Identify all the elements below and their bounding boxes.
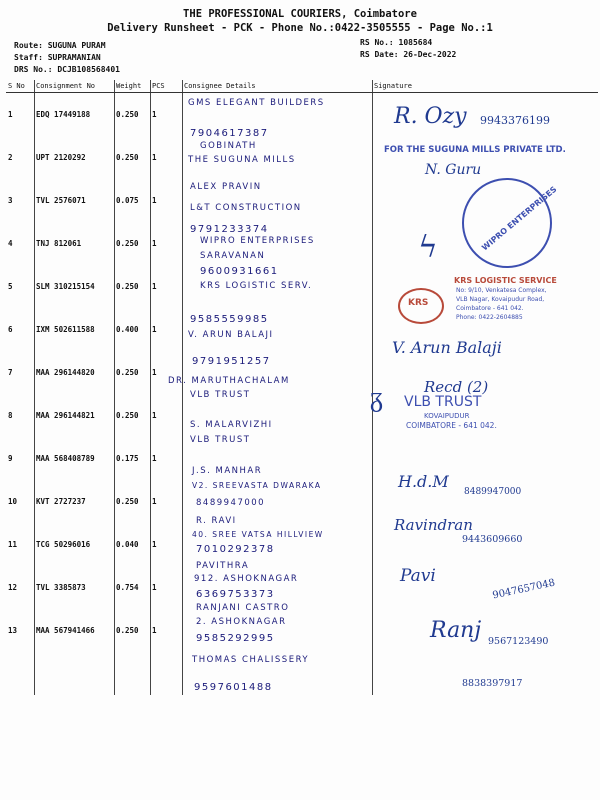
col-header-pcs: PCS	[150, 80, 182, 93]
krs-stamp-address: Coimbatore - 641 042.	[456, 305, 524, 312]
krs-stamp-address: No: 9/10, Venkatesa Complex,	[456, 287, 547, 294]
consignee-phone: 7904617387	[190, 128, 269, 139]
consignee-name: R. RAVI	[196, 516, 237, 526]
consignee-name: DR. MARUTHACHALAM	[168, 376, 290, 386]
consignee-name: GOBINATH	[200, 141, 257, 151]
signature-phone: 9047657048	[491, 577, 557, 602]
consignee-name: WIPRO ENTERPRISES	[200, 236, 315, 246]
krs-logo-text: KRS	[408, 298, 429, 308]
signature-phone: 9943376199	[480, 114, 550, 127]
table-row	[6, 136, 598, 179]
cell-consignment: KVT 2727237	[36, 497, 86, 506]
signature: Recd (2)	[424, 378, 489, 396]
col-header-consignee: Consignee Details	[182, 80, 372, 93]
cell-sno: 6	[8, 325, 13, 334]
cell-consignment: EDQ 17449188	[36, 110, 91, 119]
table-row	[6, 351, 598, 394]
consignee-address: THE SUGUNA MILLS	[188, 155, 296, 165]
company-stamp: FOR THE SUGUNA MILLS PRIVATE LTD.	[384, 145, 566, 155]
krs-stamp-address: VLB Nagar, Kovaipudur Road,	[456, 296, 545, 303]
cell-consignment: TCG 50296016	[36, 540, 91, 549]
cell-weight: 0.250	[116, 153, 139, 162]
consignee-address: L&T CONSTRUCTION	[190, 203, 302, 213]
consignee-phone: 9585292995	[196, 633, 275, 644]
cell-weight: 0.754	[116, 583, 139, 592]
consignee-name: S. MALARVIZHI	[190, 420, 273, 430]
consignee-name: V. ARUN BALAJI	[188, 330, 274, 340]
consignee-phone: 8489947000	[196, 498, 266, 508]
cell-consignment: MAA 567941466	[36, 626, 95, 635]
cell-pcs: 1	[152, 454, 157, 463]
consignee-address: V2. SREEVASTA DWARAKA	[192, 481, 322, 490]
cell-pcs: 1	[152, 110, 157, 119]
wipro-stamp-text: WIPRO ENTERPRISES	[480, 184, 559, 253]
signature: Ravindran	[394, 516, 473, 534]
cell-consignment: UPT 2120292	[36, 153, 86, 162]
table-header-row	[6, 80, 598, 93]
cell-sno: 3	[8, 196, 13, 205]
consignee-name: J.S. MANHAR	[192, 466, 263, 476]
consignee-phone: 9791951257	[192, 356, 271, 367]
cell-sno: 7	[8, 368, 13, 377]
cell-weight: 0.250	[116, 626, 139, 635]
cell-pcs: 1	[152, 239, 157, 248]
cell-weight: 0.250	[116, 282, 139, 291]
signature-phone: 9443609660	[462, 534, 523, 545]
cell-weight: 0.250	[116, 110, 139, 119]
cell-sno: 12	[8, 583, 18, 592]
consignee-address: 912. ASHOKNAGAR	[194, 574, 299, 584]
cell-pcs: 1	[152, 282, 157, 291]
consignee-name: RANJANI CASTRO	[196, 603, 290, 613]
cell-pcs: 1	[152, 497, 157, 506]
cell-weight: 0.400	[116, 325, 139, 334]
cell-consignment: IXM 502611588	[36, 325, 95, 334]
runsheet-table	[6, 80, 598, 652]
vlb-stamp-sub: KOVAIPUDUR	[424, 412, 470, 420]
consignee-address: VLB TRUST	[190, 390, 251, 400]
cell-consignment: MAA 296144821	[36, 411, 95, 420]
cell-weight: 0.250	[116, 411, 139, 420]
drs-number: DRS No.: DCJB108568401	[14, 65, 120, 74]
krs-stamp-title: KRS LOGISTIC SERVICE	[454, 276, 557, 285]
cell-consignment: MAA 296144820	[36, 368, 95, 377]
signature: Pavi	[400, 566, 436, 586]
consignee-phone: 9600931661	[200, 266, 279, 277]
consignee-address: 40. SREE VATSA HILLVIEW	[192, 530, 324, 539]
signature-phone: 8838397917	[462, 678, 523, 689]
signature-phone: 9567123490	[488, 636, 549, 647]
signature-mark: ᵹ	[370, 380, 384, 413]
cell-sno: 10	[8, 497, 18, 506]
signature: N. Guru	[425, 162, 482, 178]
cell-sno: 8	[8, 411, 13, 420]
signature: H.d.M	[398, 472, 449, 491]
cell-sno: 5	[8, 282, 13, 291]
consignee-address: SARAVANAN	[200, 251, 266, 261]
cell-pcs: 1	[152, 411, 157, 420]
cell-sno: 2	[8, 153, 13, 162]
col-header-consignment: Consignment No	[34, 80, 114, 93]
cell-pcs: 1	[152, 196, 157, 205]
signature: R. Ozy	[394, 104, 467, 129]
cell-consignment: TNJ 812061	[36, 239, 82, 248]
signature: V. Arun Balaji	[392, 338, 502, 357]
cell-sno: 4	[8, 239, 13, 248]
cell-pcs: 1	[152, 540, 157, 549]
cell-weight: 0.040	[116, 540, 139, 549]
signature-phone: 8489947000	[464, 487, 522, 497]
col-header-sno: S No	[6, 80, 34, 93]
cell-pcs: 1	[152, 325, 157, 334]
krs-stamp-phone: Phone: 0422-2604885	[456, 314, 523, 321]
consignee-name: KRS LOGISTIC SERV.	[200, 281, 313, 291]
cell-weight: 0.250	[116, 239, 139, 248]
cell-sno: 13	[8, 626, 18, 635]
cell-weight: 0.175	[116, 454, 139, 463]
consignee-address: 2. ASHOKNAGAR	[196, 617, 287, 627]
consignee-name: THOMAS CHALISSERY	[192, 655, 310, 665]
signature: ϟ	[418, 230, 438, 265]
cell-pcs: 1	[152, 368, 157, 377]
consignee-phone: 9791233374	[190, 224, 269, 235]
cell-consignment: SLM 310215154	[36, 282, 95, 291]
cell-weight: 0.075	[116, 196, 139, 205]
consignee-name: ALEX PRAVIN	[190, 182, 262, 192]
table-row	[6, 394, 598, 437]
cell-pcs: 1	[152, 153, 157, 162]
signature: Ranj	[430, 618, 482, 643]
consignee-address: VLB TRUST	[190, 435, 251, 445]
cell-consignment: TVL 3385873	[36, 583, 86, 592]
cell-sno: 9	[8, 454, 13, 463]
cell-consignment: MAA 568408789	[36, 454, 95, 463]
vlb-stamp-sub: COIMBATORE - 641 042.	[406, 421, 497, 430]
table-row	[6, 437, 598, 480]
consignee-phone: 6369753373	[196, 589, 275, 600]
rs-date: RS Date: 26-Dec-2022	[360, 50, 457, 59]
report-subtitle: Delivery Runsheet - PCK - Phone No.:0422-3505555 - Page No.:1	[107, 22, 493, 34]
route-label: Route: SUGUNA PURAM	[14, 41, 106, 50]
cell-weight: 0.250	[116, 497, 139, 506]
cell-pcs: 1	[152, 583, 157, 592]
consignee-name: PAVITHRA	[196, 561, 250, 571]
cell-weight: 0.250	[116, 368, 139, 377]
cell-consignment: TVL 2576071	[36, 196, 86, 205]
cell-pcs: 1	[152, 626, 157, 635]
consignee-phone: 9597601488	[194, 682, 273, 693]
vlb-stamp-title: VLB TRUST	[404, 394, 482, 410]
consignee-phone: 9585559985	[190, 314, 269, 325]
cell-sno: 1	[8, 110, 13, 119]
consignee-phone: 7010292378	[196, 544, 275, 555]
consignee-name: GMS ELEGANT BUILDERS	[188, 98, 325, 108]
staff-label: Staff: SUPRAMANIAN	[14, 53, 101, 62]
rs-number: RS No.: 1085684	[360, 38, 433, 47]
col-header-weight: Weight	[114, 80, 150, 93]
col-header-signature: Signature	[372, 80, 598, 93]
report-title: THE PROFESSIONAL COURIERS, Coimbatore	[183, 8, 417, 20]
cell-sno: 11	[8, 540, 18, 549]
